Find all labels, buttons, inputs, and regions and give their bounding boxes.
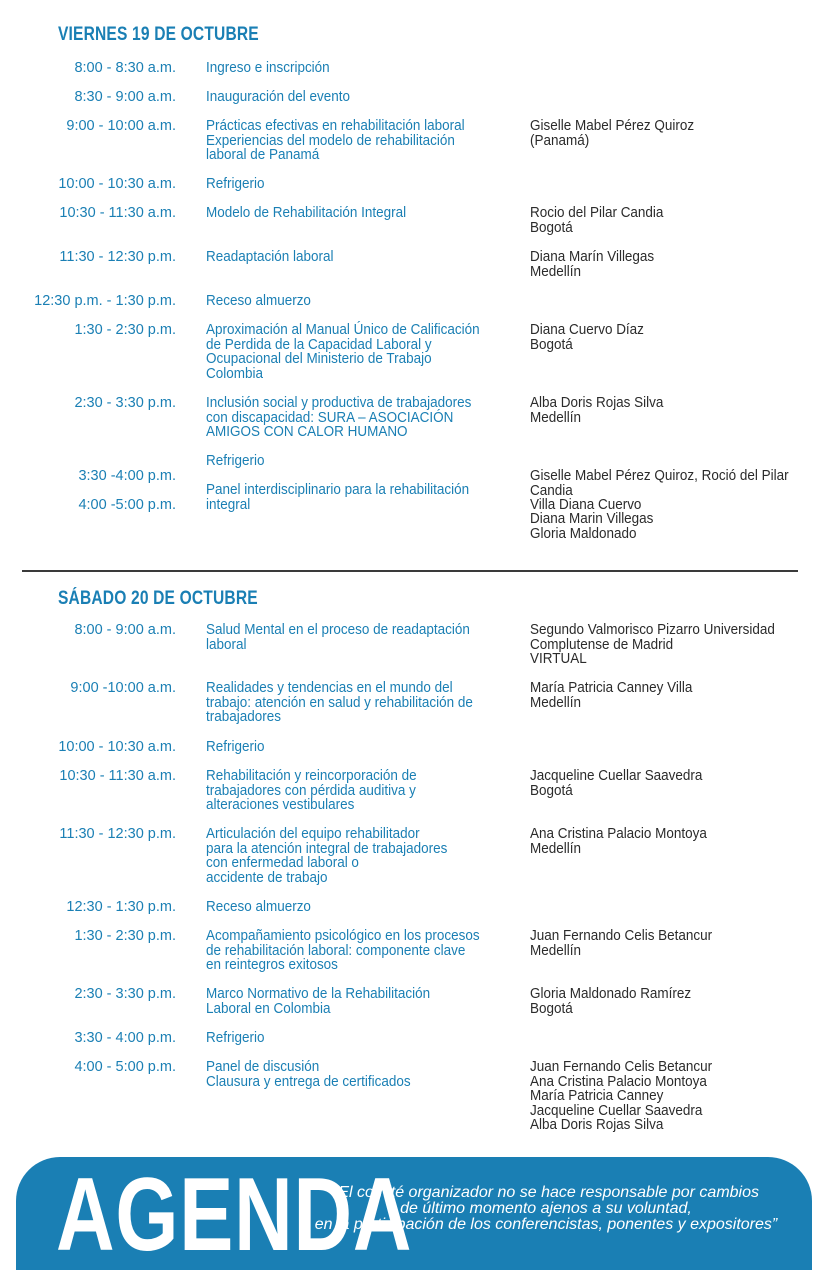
session-topic (206, 250, 494, 265)
speaker-line: Medellín (530, 694, 581, 711)
topic-line: Ocupacional del Ministerio de Trabajo (206, 351, 432, 367)
topic-line: Inclusión social y productiva de trabajadores (206, 395, 472, 411)
session-topic (206, 177, 494, 192)
session-time: 8:00 - 9:00 a.m. (74, 622, 176, 638)
topic-line: de rehabilitación laboral: componente clave (206, 942, 466, 959)
speaker-line: Alba Doris Rojas Silva (530, 1117, 664, 1133)
speaker-line: Juan Fernando Celis Betancur (530, 928, 713, 944)
speaker-line: Diana Marin Villegas (530, 511, 654, 527)
session-topic (206, 623, 494, 652)
session-speaker (530, 623, 800, 667)
session-topic (206, 90, 494, 105)
speaker-line: Medellín (530, 409, 581, 426)
session-topic (206, 1060, 494, 1089)
speaker-line: (Panamá) (530, 132, 590, 149)
session-topic (206, 483, 494, 512)
topic-line: Panel interdisciplinario para la rehabilitación (206, 482, 470, 498)
topic-line: Aproximación al Manual Único de Calificación (206, 322, 480, 338)
session-time: 2:30 - 3:30 p.m. (74, 395, 176, 411)
session-speaker (530, 827, 800, 856)
topic-line: trabajo: atención en salud y rehabilitación de (206, 694, 473, 711)
session-topic (206, 1031, 494, 1046)
speaker-line: Medellín (530, 263, 581, 280)
session-topic (206, 769, 494, 813)
topic-line: alteraciones vestibulares (206, 797, 355, 813)
topic-line: trabajadores con pérdida auditiva y (206, 782, 416, 799)
topic-line: Panel de discusión (206, 1059, 320, 1075)
speaker-line: Medellín (530, 942, 581, 959)
session-time: 9:00 - 10:00 a.m. (66, 118, 176, 134)
topic-line: accidente de trabajo (206, 869, 328, 886)
speaker-line: María Patricia Canney Villa (530, 680, 693, 696)
speaker-line: VIRTUAL (530, 651, 587, 667)
session-speaker (530, 396, 800, 425)
topic-line: Readaptación laboral (206, 249, 334, 265)
topic-line: Refrigerio (206, 453, 265, 469)
session-time: 3:30 -4:00 p.m. (78, 468, 176, 484)
speaker-line: Candia (530, 482, 573, 499)
agenda-heading: AGENDA (56, 1157, 413, 1273)
topic-line: Marco Normativo de la Rehabilitación (206, 986, 431, 1002)
topic-line: en reintegros exitosos (206, 957, 338, 973)
speaker-line: Diana Marín Villegas (530, 249, 655, 265)
topic-line: AMIGOS CON CALOR HUMANO (206, 424, 408, 440)
speaker-line: Bogotá (530, 336, 573, 353)
session-time: 4:00 -5:00 p.m. (78, 496, 176, 513)
session-topic (206, 396, 494, 440)
session-time: 4:00 - 5:00 p.m. (74, 1059, 176, 1075)
session-speaker (530, 987, 800, 1016)
speaker-line: Bogotá (530, 1000, 573, 1017)
topic-line: Modelo de Rehabilitación Integral (206, 205, 407, 221)
topic-line: Refrigerio (206, 739, 265, 755)
speaker-line: Rocio del Pilar Candia (530, 205, 664, 221)
speaker-line: Medellín (530, 840, 581, 857)
topic-line: Ingreso e inscripción (206, 60, 330, 76)
session-topic (206, 206, 494, 221)
session-speaker (530, 498, 800, 542)
session-time: 12:30 - 1:30 p.m. (66, 899, 176, 915)
session-time: 3:30 - 4:00 p.m. (74, 1030, 176, 1046)
session-speaker (530, 119, 800, 148)
speaker-line: Gloria Maldonado Ramírez (530, 986, 692, 1002)
speaker-line: Giselle Mabel Pérez Quiroz, Roció del Pilar (530, 468, 789, 484)
topic-line: Articulación del equipo rehabilitador (206, 826, 420, 842)
speaker-line: Bogotá (530, 782, 573, 799)
day-title-saturday: SÁBADO 20 DE OCTUBRE (58, 588, 258, 609)
speaker-line: Giselle Mabel Pérez Quiroz (530, 118, 695, 134)
session-speaker (530, 769, 800, 798)
speaker-line: María Patricia Canney (530, 1088, 664, 1104)
topic-line: con discapacidad: SURA – ASOCIACIÓN (206, 409, 454, 426)
topic-line: para la atención integral de trabajadores (206, 840, 448, 857)
day-title-friday: VIERNES 19 DE OCTUBRE (58, 24, 259, 45)
session-topic (206, 929, 494, 973)
session-time: 10:30 - 11:30 a.m. (59, 205, 176, 221)
session-speaker (530, 929, 800, 958)
speaker-line: Diana Cuervo Díaz (530, 322, 644, 338)
session-time: 10:00 - 10:30 a.m. (58, 176, 176, 192)
session-topic (206, 323, 494, 381)
session-speaker (530, 469, 800, 498)
session-time: 12:30 p.m. - 1:30 p.m. (34, 293, 176, 309)
speaker-line: Complutense de Madrid (530, 636, 674, 653)
section-divider (22, 570, 798, 572)
session-topic (206, 827, 494, 885)
topic-line: Inauguración del evento (206, 89, 350, 105)
speaker-line: Juan Fernando Celis Betancur (530, 1059, 713, 1075)
disclaimer-line: “El comité organizador no se hace responsable por cambios (332, 1184, 759, 1201)
agenda-footer-banner (16, 1157, 812, 1273)
session-time: 1:30 - 2:30 p.m. (74, 928, 176, 944)
session-time: 10:00 - 10:30 a.m. (58, 739, 176, 755)
topic-line: Clausura y entrega de certificados (206, 1073, 411, 1090)
session-time: 9:00 -10:00 a.m. (70, 680, 176, 696)
topic-line: Laboral en Colombia (206, 1000, 331, 1017)
session-speaker (530, 323, 800, 352)
topic-line: con enfermedad laboral o (206, 855, 359, 871)
disclaimer-line: en la participación de los conferencistas, ponentes y expositores” (314, 1216, 778, 1233)
topic-line: Receso almuerzo (206, 899, 311, 915)
disclaimer-text (296, 1185, 796, 1233)
session-topic (206, 61, 494, 76)
session-topic (206, 740, 494, 755)
topic-line: laboral de Panamá (206, 147, 320, 163)
speaker-line: Bogotá (530, 219, 573, 236)
session-speaker (530, 250, 800, 279)
topic-line: Receso almuerzo (206, 293, 311, 309)
speaker-line: Ana Cristina Palacio Montoya (530, 826, 707, 842)
session-topic (206, 987, 494, 1016)
speaker-line: Jacqueline Cuellar Saavedra (530, 1102, 703, 1119)
speaker-line: Villa Diana Cuervo (530, 496, 642, 513)
session-time: 10:30 - 11:30 a.m. (59, 768, 176, 784)
topic-line: Prácticas efectivas en rehabilitación laboral (206, 118, 465, 134)
session-speaker (530, 681, 800, 710)
topic-line: Refrigerio (206, 1030, 265, 1046)
session-time: 8:00 - 8:30 a.m. (74, 60, 176, 76)
topic-line: Realidades y tendencias en el mundo del (206, 680, 453, 696)
session-time: 8:30 - 9:00 a.m. (74, 89, 176, 105)
session-time: 1:30 - 2:30 p.m. (74, 322, 176, 338)
topic-line: Salud Mental en el proceso de readaptación (206, 622, 470, 638)
topic-line: Rehabilitación y reincorporación de (206, 768, 417, 784)
speaker-line: Jacqueline Cuellar Saavedra (530, 768, 703, 784)
speaker-line: Gloria Maldonado (530, 525, 637, 542)
session-speaker (530, 1060, 800, 1133)
session-topic (206, 294, 494, 309)
topic-line: Experiencias del modelo de rehabilitación (206, 132, 455, 149)
topic-line: Acompañamiento psicológico en los procesos (206, 928, 480, 944)
session-time: 2:30 - 3:30 p.m. (74, 986, 176, 1002)
topic-line: trabajadores (206, 709, 281, 725)
topic-line: integral (206, 496, 251, 513)
topic-line: Colombia (206, 365, 263, 382)
session-topic (206, 900, 494, 915)
session-time: 11:30 - 12:30 p.m. (59, 249, 176, 265)
session-time: 11:30 - 12:30 p.m. (59, 826, 176, 842)
topic-line: Refrigerio (206, 176, 265, 192)
session-topic (206, 681, 494, 725)
disclaimer-line: de último momento ajenos a su voluntad, (400, 1200, 692, 1217)
topic-line: laboral (206, 636, 247, 653)
session-topic (206, 454, 494, 469)
topic-line: de Perdida de la Capacidad Laboral y (206, 336, 432, 353)
session-topic (206, 119, 494, 163)
speaker-line: Ana Cristina Palacio Montoya (530, 1073, 707, 1090)
speaker-line: Segundo Valmorisco Pizarro Universidad (530, 622, 775, 638)
speaker-line: Alba Doris Rojas Silva (530, 395, 664, 411)
session-speaker (530, 206, 800, 235)
